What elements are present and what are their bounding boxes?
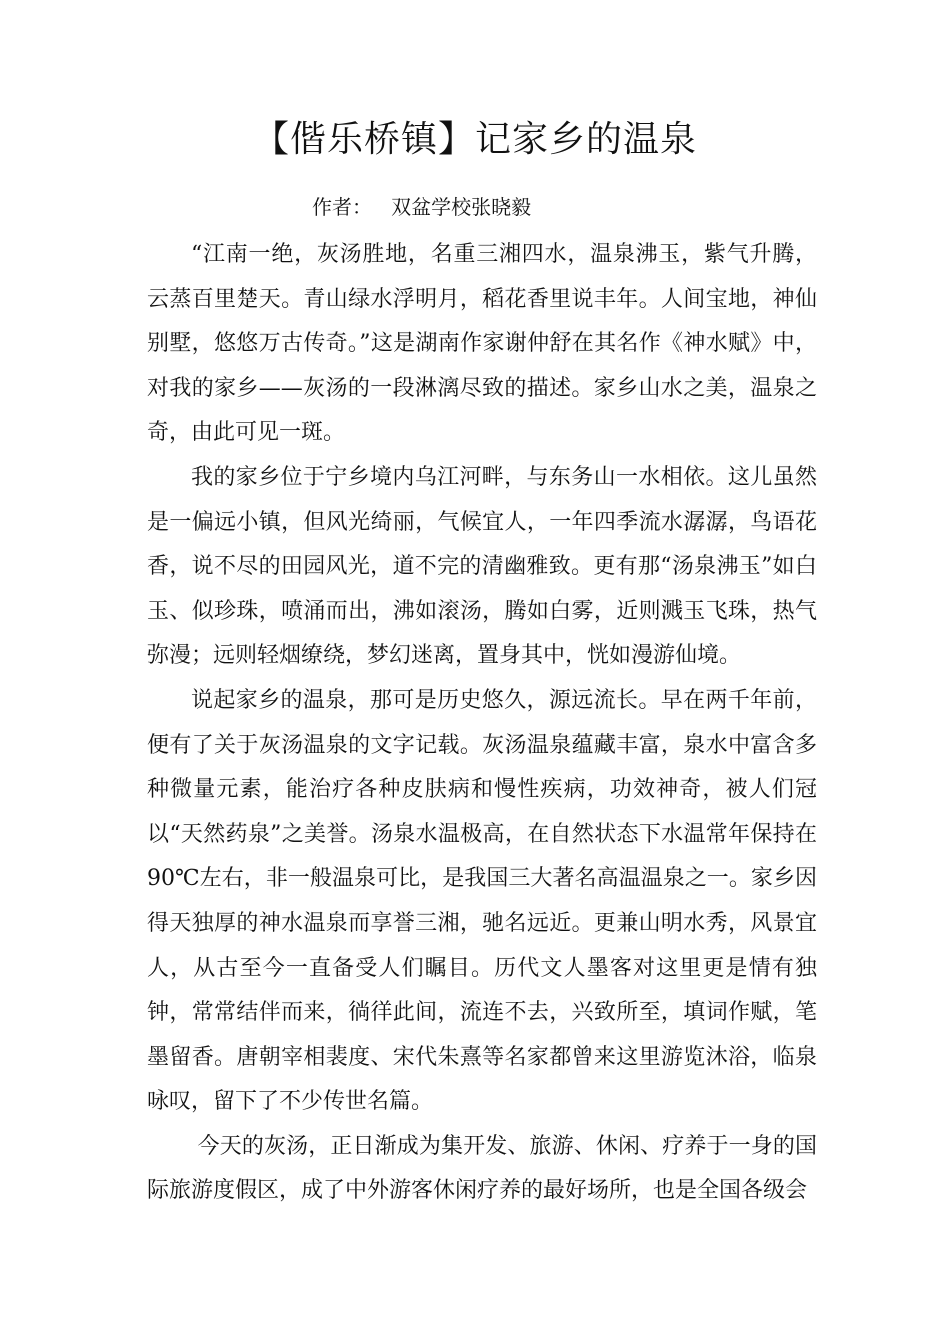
document-title: 【偕乐桥镇】记家乡的温泉 xyxy=(252,119,697,160)
paragraph-3: 说起家乡的温泉，那可是历史悠久，源远流长。早在两千年前，便有了关于灰汤温泉的文字记载。灰汤温泉蕴藏丰富，泉水中富含多种微量元素，能治疗各种皮肤病和慢性疾病，功效神奇，被人们冠以“天然药泉”之美誉。汤泉水温极高，在自然状态下水温常年保持在90℃左右，非一般温泉可比，是我国三大著名高温温泉之一。家乡因得天独厚的神水温泉而享誉三湘，驰名远近。更兼山明水秀，风景宜人，从古至今一直备受人们瞩目。历代文人墨客对这里更是情有独钟，常常结伴而来，徜徉此间，流连不去，兴致所至，填词作赋，笔墨留香。唐朝宰相裴度、宋代朱熹等名家都曾来这里游览沐浴，临泉咏叹，留下了不少传世名篇。 xyxy=(147,687,817,1115)
document-body xyxy=(147,233,817,1214)
paragraph-4: 今天的灰汤，正日渐成为集开发、旅游、休闲、疗养于一身的国际旅游度假区，成了中外游客休闲疗养的最好场所，也是全国各级会 xyxy=(147,1133,817,1204)
paragraph-1: “江南一绝，灰汤胜地，名重三湘四水，温泉沸玉，紫气升腾，云蒸百里楚天。青山绿水浮明月，稻花香里说丰年。人间宝地，神仙别墅，悠悠万古传奇。”这是湖南作家谢仲舒在其名作《神水赋》中，对我的家乡——灰汤的一段淋漓尽致的描述。家乡山水之美，温泉之奇，由此可见一斑。 xyxy=(147,242,817,446)
author-line: 作者： 双盆学校张晓毅 xyxy=(312,195,532,219)
paragraph-2: 我的家乡位于宁乡境内乌江河畔，与东务山一水相依。这儿虽然是一偏远小镇，但风光绮丽，气候宜人，一年四季流水潺潺，鸟语花香，说不尽的田园风光，道不完的清幽雅致。更有那“汤泉沸玉”如白玉、似珍珠，喷涌而出，沸如滚汤，腾如白雾，近则溅玉飞珠，热气弥漫；远则轻烟缭绕，梦幻迷离，置身其中，恍如漫游仙境。 xyxy=(147,464,817,669)
